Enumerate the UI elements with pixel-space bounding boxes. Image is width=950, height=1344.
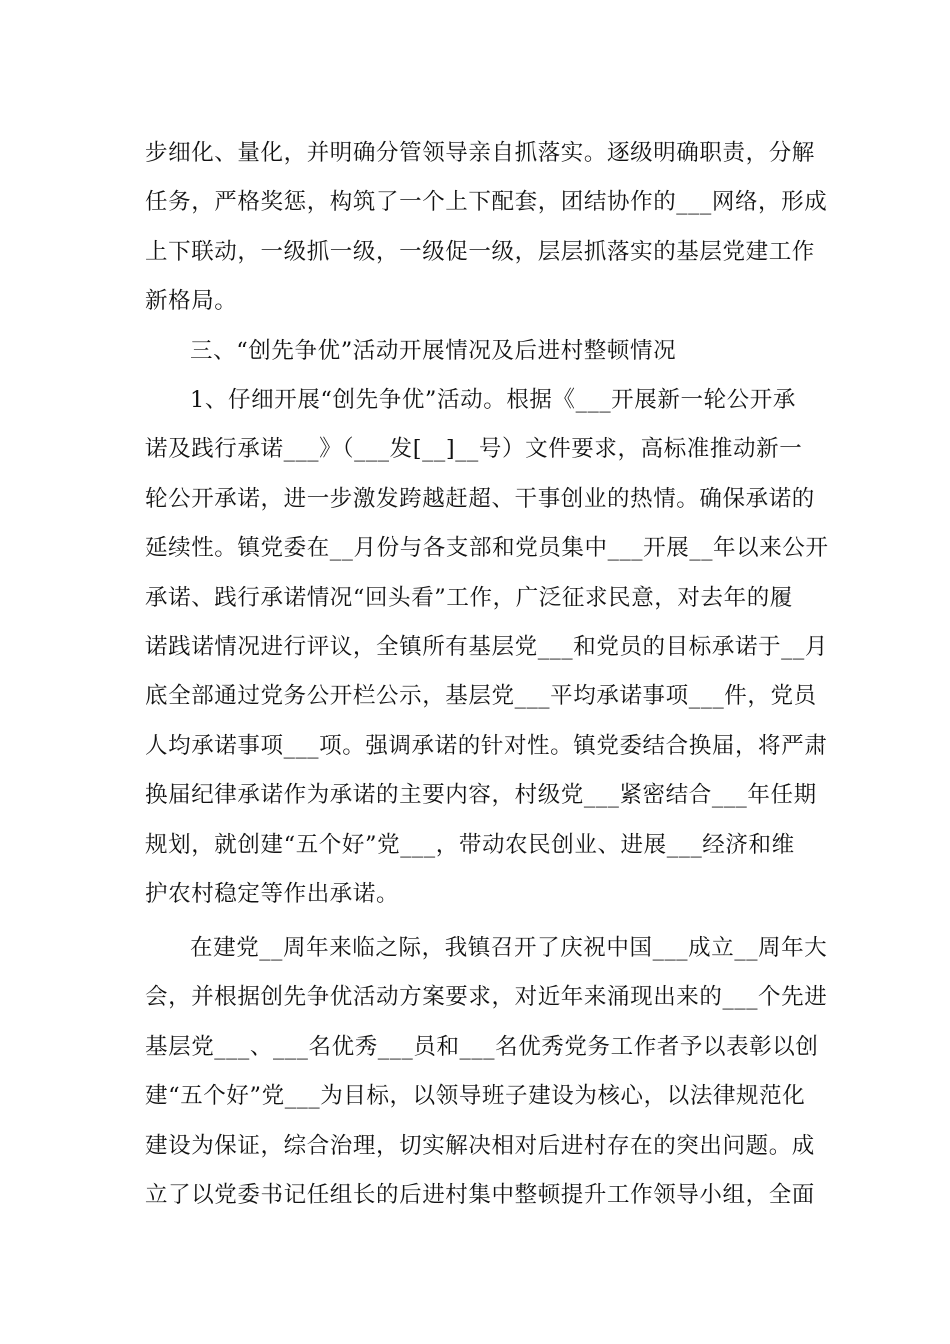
text-line: 1、仔细开展“创先争优”活动。根据《___开展新一轮公开承 xyxy=(190,387,796,413)
text-line: 会，并根据创先争优活动方案要求，对近年来涌现出来的___个先进 xyxy=(145,984,828,1011)
text-line: 在建党__周年来临之际，我镇召开了庆祝中国___成立__周年大 xyxy=(190,935,828,961)
text-line: 上下联动，一级抓一级，一级促一级，层层抓落实的基层党建工作 xyxy=(145,238,815,265)
text-line: 诺及践行承诺___》（___发[__]__号）文件要求，高标准推动新一 xyxy=(145,436,803,463)
section-heading-3 xyxy=(145,327,810,376)
text-line: 步细化、量化，并明确分管领导亲自抓落实。逐级明确职责，分解 xyxy=(145,140,815,166)
paragraph-block-1 xyxy=(145,129,828,327)
paragraph-block-2 xyxy=(145,376,829,919)
text-line: 建“五个好”党___为目标，以领导班子建设为核心，以法律规范化 xyxy=(145,1083,806,1110)
text-line: 基层党___、___名优秀___员和___名优秀党务工作者予以表彰以创 xyxy=(145,1033,819,1060)
text-line: 底全部通过党务公开栏公示，基层党___平均承诺事项___件，党员 xyxy=(145,683,817,710)
paragraph-block-3 xyxy=(145,924,828,1220)
text-line: 延续性。镇党委在__月份与各支部和党员集中___开展__年以来公开 xyxy=(145,535,829,562)
section-heading-text: 三、“创先争优”活动开展情况及后进村整顿情况 xyxy=(190,338,677,364)
text-line: 任务，严格奖惩，构筑了一个上下配套，团结协作的___网络，形成 xyxy=(145,189,828,216)
text-line: 换届纪律承诺作为承诺的主要内容，村级党___紧密结合___年任期 xyxy=(145,782,817,809)
text-line: 规划，就创建“五个好”党___，带动农民创业、进展___经济和维 xyxy=(145,831,795,858)
text-line: 轮公开承诺，进一步激发跨越赶超、干事创业的热情。确保承诺的 xyxy=(145,485,815,512)
text-line: 建设为保证，综合治理，切实解决相对后进村存在的突出问题。成 xyxy=(145,1132,815,1159)
text-line: 新格局。 xyxy=(145,288,238,315)
text-line: 诺践诺情况进行评议，全镇所有基层党___和党员的目标承诺于__月 xyxy=(145,633,828,660)
text-line: 承诺、践行承诺情况“回头看”工作，广泛征求民意，对去年的履 xyxy=(145,584,793,611)
text-line: 立了以党委书记任组长的后进村集中整顿提升工作领导小组，全面 xyxy=(145,1181,815,1208)
text-line: 人均承诺事项___项。强调承诺的针对性。镇党委结合换届，将严肃 xyxy=(145,732,828,759)
text-line: 护农村稳定等作出承诺。 xyxy=(145,880,400,907)
